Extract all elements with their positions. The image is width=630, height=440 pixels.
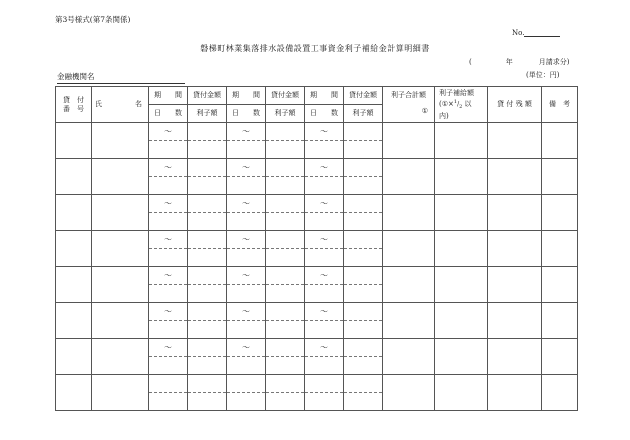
cell-interest-3 [344, 321, 383, 339]
cell-days-3 [305, 393, 344, 411]
cell-days-2 [227, 249, 266, 267]
cell-remarks [542, 159, 578, 195]
cell-name [92, 231, 149, 267]
interest-calculation-table [55, 86, 578, 411]
cell-name [92, 267, 149, 303]
cell-interest-total [383, 375, 435, 411]
cell-period-1 [149, 231, 188, 249]
cell-period-2 [227, 123, 266, 141]
header-period-2: 期 間 [227, 87, 266, 105]
cell-loan-amount-1 [188, 375, 227, 393]
cell-remarks [542, 303, 578, 339]
period-tilde: 〜 [164, 306, 172, 316]
cell-remarks [542, 375, 578, 411]
cell-remarks [542, 267, 578, 303]
cell-interest-total [383, 267, 435, 303]
cell-days-1 [149, 321, 188, 339]
request-period [469, 57, 569, 67]
cell-loan-number [56, 303, 92, 339]
cell-days-1 [149, 249, 188, 267]
table-body [56, 123, 578, 411]
cell-interest-subsidy [435, 267, 488, 303]
period-tilde: 〜 [320, 198, 328, 208]
number-blank [524, 28, 560, 37]
cell-interest-2 [266, 393, 305, 411]
cell-days-2 [227, 177, 266, 195]
cell-loan-number [56, 339, 92, 375]
cell-interest-2 [266, 177, 305, 195]
cell-period-3 [305, 267, 344, 285]
cell-loan-amount-1 [188, 303, 227, 321]
cell-loan-amount-3 [344, 267, 383, 285]
header-interest-total: 利子合計額 ① [383, 87, 435, 123]
header-name: 氏 名 [92, 87, 149, 123]
cell-loan-balance [488, 195, 542, 231]
cell-days-2 [227, 357, 266, 375]
period-tilde: 〜 [164, 270, 172, 280]
cell-interest-1 [188, 285, 227, 303]
cell-period-1 [149, 195, 188, 213]
cell-loan-number [56, 267, 92, 303]
header-days-2: 日 数 [227, 105, 266, 123]
header-loan-balance: 貸 付 残 額 [488, 87, 542, 123]
cell-loan-amount-1 [188, 123, 227, 141]
cell-remarks [542, 123, 578, 159]
cell-loan-number [56, 195, 92, 231]
cell-loan-amount-1 [188, 231, 227, 249]
header-loan-number: 貸 付 番 号 [56, 87, 92, 123]
header-remarks: 備 考 [542, 87, 578, 123]
cell-loan-balance [488, 375, 542, 411]
cell-interest-2 [266, 321, 305, 339]
period-tilde: 〜 [242, 234, 250, 244]
cell-interest-1 [188, 321, 227, 339]
cell-interest-1 [188, 141, 227, 159]
cell-days-2 [227, 393, 266, 411]
cell-loan-number [56, 231, 92, 267]
period-tilde: 〜 [164, 126, 172, 136]
cell-name [92, 159, 149, 195]
period-tilde: 〜 [164, 342, 172, 352]
table-row [56, 123, 578, 141]
cell-remarks [542, 195, 578, 231]
cell-days-3 [305, 285, 344, 303]
cell-loan-amount-3 [344, 159, 383, 177]
cell-loan-amount-2 [266, 339, 305, 357]
table-row [56, 339, 578, 357]
cell-loan-amount-3 [344, 303, 383, 321]
header-days-1: 日 数 [149, 105, 188, 123]
cell-period-3 [305, 123, 344, 141]
cell-interest-1 [188, 393, 227, 411]
cell-interest-subsidy [435, 195, 488, 231]
table-row [56, 231, 578, 249]
period-tilde: 〜 [242, 306, 250, 316]
cell-interest-3 [344, 177, 383, 195]
period-tilde: 〜 [320, 306, 328, 316]
cell-period-3 [305, 339, 344, 357]
cell-days-3 [305, 357, 344, 375]
period-tilde: 〜 [242, 270, 250, 280]
cell-interest-3 [344, 285, 383, 303]
request-month-label: 月請求分) [538, 58, 570, 66]
cell-loan-balance [488, 339, 542, 375]
cell-loan-amount-1 [188, 267, 227, 285]
document-number [512, 28, 560, 37]
cell-period-3 [305, 231, 344, 249]
request-year-label: 年 [505, 58, 513, 66]
cell-interest-subsidy [435, 123, 488, 159]
header-period-3: 期 間 [305, 87, 344, 105]
cell-loan-amount-1 [188, 195, 227, 213]
cell-days-3 [305, 213, 344, 231]
cell-period-3 [305, 303, 344, 321]
header-days-3: 日 数 [305, 105, 344, 123]
cell-interest-2 [266, 285, 305, 303]
cell-loan-amount-3 [344, 339, 383, 357]
table-row [56, 159, 578, 177]
cell-loan-amount-3 [344, 123, 383, 141]
cell-interest-1 [188, 249, 227, 267]
cell-remarks [542, 231, 578, 267]
cell-interest-3 [344, 213, 383, 231]
cell-interest-1 [188, 213, 227, 231]
cell-interest-3 [344, 357, 383, 375]
cell-period-2 [227, 375, 266, 393]
cell-period-3 [305, 159, 344, 177]
cell-period-2 [227, 159, 266, 177]
cell-name [92, 303, 149, 339]
header-loan-amount-1: 貸付金額 [188, 87, 227, 105]
cell-remarks [542, 339, 578, 375]
cell-interest-2 [266, 249, 305, 267]
period-tilde: 〜 [320, 126, 328, 136]
period-tilde: 〜 [320, 270, 328, 280]
cell-interest-subsidy [435, 375, 488, 411]
cell-days-3 [305, 141, 344, 159]
cell-period-2 [227, 303, 266, 321]
cell-interest-total [383, 303, 435, 339]
cell-interest-3 [344, 141, 383, 159]
cell-days-1 [149, 141, 188, 159]
cell-loan-amount-2 [266, 231, 305, 249]
cell-loan-number [56, 159, 92, 195]
cell-loan-amount-2 [266, 375, 305, 393]
cell-period-1 [149, 159, 188, 177]
cell-interest-total [383, 195, 435, 231]
cell-interest-3 [344, 249, 383, 267]
cell-loan-amount-2 [266, 123, 305, 141]
bank-name-label: 金融機関名 [57, 71, 185, 84]
cell-loan-balance [488, 159, 542, 195]
period-tilde: 〜 [242, 198, 250, 208]
cell-period-2 [227, 339, 266, 357]
cell-days-1 [149, 393, 188, 411]
cell-period-2 [227, 195, 266, 213]
cell-name [92, 123, 149, 159]
cell-loan-amount-3 [344, 375, 383, 393]
header-interest-3: 利子額 [344, 105, 383, 123]
cell-interest-total [383, 159, 435, 195]
form-id: 第3号様式(第7条関係) [55, 15, 131, 24]
cell-name [92, 375, 149, 411]
cell-loan-amount-3 [344, 231, 383, 249]
header-interest-2: 利子額 [266, 105, 305, 123]
cell-interest-3 [344, 393, 383, 411]
cell-loan-amount-2 [266, 303, 305, 321]
cell-period-1 [149, 339, 188, 357]
cell-days-3 [305, 177, 344, 195]
cell-loan-number [56, 375, 92, 411]
cell-interest-2 [266, 141, 305, 159]
period-tilde: 〜 [242, 342, 250, 352]
cell-loan-amount-2 [266, 195, 305, 213]
period-tilde: 〜 [164, 198, 172, 208]
cell-interest-total [383, 123, 435, 159]
header-interest-1: 利子額 [188, 105, 227, 123]
cell-period-1 [149, 303, 188, 321]
header-loan-amount-2: 貸付金額 [266, 87, 305, 105]
cell-interest-total [383, 339, 435, 375]
cell-days-1 [149, 285, 188, 303]
number-label: No. [512, 29, 525, 37]
table-row [56, 375, 578, 393]
cell-name [92, 339, 149, 375]
table-row [56, 267, 578, 285]
cell-period-3 [305, 375, 344, 393]
cell-interest-2 [266, 213, 305, 231]
period-tilde: 〜 [320, 162, 328, 172]
cell-interest-subsidy [435, 303, 488, 339]
request-open-paren: ( [469, 58, 472, 66]
header-loan-amount-3: 貸付金額 [344, 87, 383, 105]
cell-days-2 [227, 141, 266, 159]
cell-interest-1 [188, 357, 227, 375]
cell-loan-balance [488, 267, 542, 303]
cell-interest-subsidy [435, 231, 488, 267]
period-tilde: 〜 [164, 234, 172, 244]
cell-loan-balance [488, 123, 542, 159]
cell-loan-amount-2 [266, 267, 305, 285]
period-tilde: 〜 [242, 162, 250, 172]
cell-days-2 [227, 321, 266, 339]
cell-interest-total [383, 231, 435, 267]
cell-loan-amount-1 [188, 159, 227, 177]
cell-days-2 [227, 285, 266, 303]
table-row [56, 195, 578, 213]
cell-interest-subsidy [435, 339, 488, 375]
cell-loan-amount-1 [188, 339, 227, 357]
cell-days-3 [305, 321, 344, 339]
cell-period-1 [149, 123, 188, 141]
form-title: 磐梯町林業集落排水設備設置工事資金利子補給金計算明細書 [200, 44, 430, 53]
period-tilde: 〜 [320, 342, 328, 352]
cell-loan-number [56, 123, 92, 159]
unit-label: (単位：円) [526, 71, 560, 79]
cell-days-1 [149, 357, 188, 375]
cell-period-1 [149, 267, 188, 285]
cell-days-3 [305, 249, 344, 267]
cell-name [92, 195, 149, 231]
cell-period-2 [227, 231, 266, 249]
header-period-1: 期 間 [149, 87, 188, 105]
cell-period-3 [305, 195, 344, 213]
header-interest-subsidy: 利子補給額 ($①\times^1/_2$ 以 内) [435, 87, 488, 123]
cell-interest-subsidy [435, 159, 488, 195]
cell-days-1 [149, 177, 188, 195]
cell-days-2 [227, 213, 266, 231]
cell-days-1 [149, 213, 188, 231]
cell-interest-1 [188, 177, 227, 195]
cell-loan-balance [488, 303, 542, 339]
cell-loan-balance [488, 231, 542, 267]
cell-loan-amount-3 [344, 195, 383, 213]
cell-interest-2 [266, 357, 305, 375]
cell-loan-amount-2 [266, 159, 305, 177]
cell-period-2 [227, 267, 266, 285]
period-tilde: 〜 [164, 162, 172, 172]
table-row [56, 303, 578, 321]
period-tilde: 〜 [320, 234, 328, 244]
period-tilde: 〜 [242, 126, 250, 136]
cell-period-1 [149, 375, 188, 393]
